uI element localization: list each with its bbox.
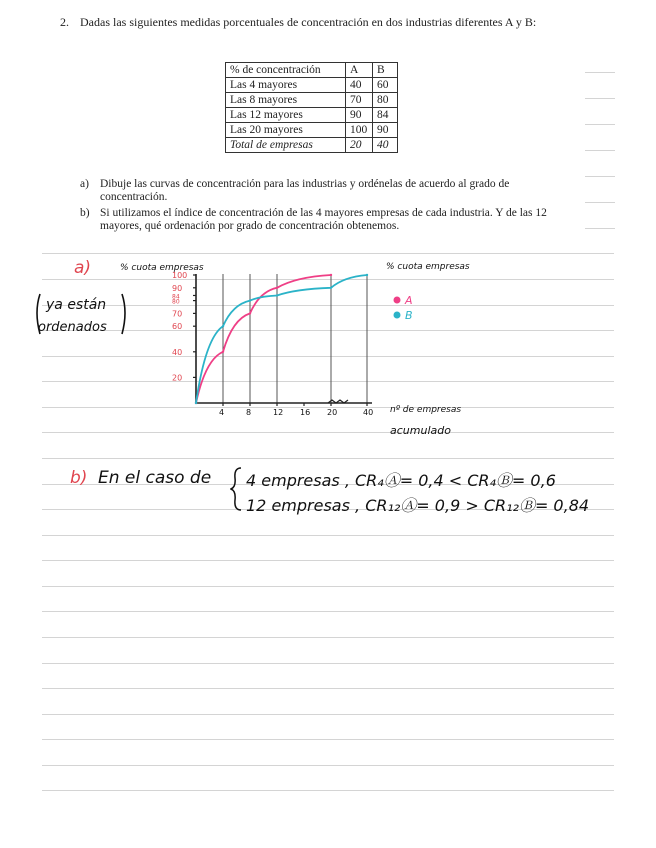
ruled-line: [42, 611, 614, 612]
table-cell: Las 8 mayores: [226, 93, 346, 108]
series-point-b: [366, 274, 368, 276]
ruled-line: [42, 535, 614, 536]
series-point-a: [222, 351, 224, 353]
ruled-line: [585, 124, 615, 125]
x-tick-label: 8: [246, 408, 252, 417]
x-axis-label-line2: acumulado: [390, 424, 451, 437]
series-lines: [195, 274, 368, 404]
y-tick-label: 84: [172, 293, 180, 301]
y-tick-label: 20: [172, 373, 183, 383]
y-ticks: [172, 271, 196, 382]
question-label: a): [80, 178, 89, 190]
table-row: [226, 123, 398, 138]
table-header-cell: % de concentración: [226, 63, 346, 78]
table-header-cell: B: [373, 63, 398, 78]
x-ticks: [219, 403, 373, 417]
ruled-line: [585, 228, 615, 229]
ruled-line: [42, 714, 614, 715]
series-point-b: [330, 287, 332, 289]
ruled-line: [585, 98, 615, 99]
question-text: Si utilizamos el índice de concentración de las 4 mayores empresas de cada industria. Y de las 12 mayores, qué ordenación por grado de concentración obtenemos.: [100, 207, 547, 232]
concentration-table: [225, 62, 398, 153]
y-tick-label: 70: [172, 309, 183, 319]
x-tick-label: 12: [273, 408, 284, 417]
y-axis-label-right: % cuota empresas: [386, 262, 470, 272]
table-cell: Las 4 mayores: [226, 78, 346, 93]
ruled-line: [585, 202, 615, 203]
ruled-line: [585, 150, 615, 151]
table-header-row: [226, 63, 398, 78]
series-point-b: [249, 299, 251, 301]
question-label: b): [80, 207, 90, 219]
y-tick-label: 60: [172, 322, 183, 332]
question-a: [80, 178, 580, 206]
series-point-a: [276, 287, 278, 289]
note-line-1: ya están: [46, 297, 107, 313]
answer-b-intro: En el caso de: [98, 468, 212, 488]
series-point-a: [330, 274, 332, 276]
y-tick-label: 90: [172, 283, 183, 293]
question-b: [80, 207, 580, 235]
table-cell: 80: [373, 93, 398, 108]
series-point-b: [195, 402, 197, 404]
ruled-line: [42, 663, 614, 664]
x-tick-label: 20: [327, 408, 338, 417]
legend-label-a: A: [405, 294, 413, 307]
question-text: Dibuje las curvas de concentración para las industrias y ordénelas de acuerdo al grado de concentración.: [100, 178, 510, 203]
y-tick-label: 80: [172, 298, 180, 306]
ruled-line: [585, 176, 615, 177]
series-point-b: [276, 294, 278, 296]
ruled-line: [42, 253, 614, 254]
concentration-chart: [110, 258, 480, 438]
series-line-b: [196, 275, 367, 403]
answer-b-brace: [230, 466, 244, 512]
table-cell: 100: [346, 123, 373, 138]
table-row: [226, 78, 398, 93]
ruled-line: [42, 790, 614, 791]
series-line-a: [196, 275, 331, 403]
ruled-line: [42, 586, 614, 587]
problem-text: Dadas las siguientes medidas porcentuales de concentración en dos industrias diferentes A y B:: [80, 15, 537, 29]
table-cell: Total de empresas: [226, 138, 346, 153]
ruled-line: [42, 458, 614, 459]
ruled-line: [42, 765, 614, 766]
table-cell: 90: [346, 108, 373, 123]
table-cell: 40: [373, 138, 398, 153]
table-cell: 60: [373, 78, 398, 93]
answer-b-label: b): [70, 468, 88, 488]
note-line-2: ordenados: [38, 320, 107, 335]
curly-brace: [231, 468, 241, 510]
table-cell: 20: [346, 138, 373, 153]
answer-a-label: a): [74, 258, 92, 278]
legend-marker-b: [394, 312, 401, 319]
series-point-a: [249, 312, 251, 314]
table-row: [226, 108, 398, 123]
x-axis-label: nº de empresas: [390, 405, 462, 415]
table-header-cell: A: [346, 63, 373, 78]
table-cell: 84: [373, 108, 398, 123]
answer-b-line-1: 4 empresas , CR₄Ⓐ= 0,4 < CR₄Ⓑ= 0,6: [246, 471, 556, 490]
x-tick-label: 4: [219, 408, 225, 417]
y-axis-label: % cuota empresas: [120, 263, 204, 273]
ruled-line: [42, 560, 614, 561]
problem-number: 2.: [60, 15, 69, 29]
ruled-line: [42, 739, 614, 740]
x-tick-label: 40: [363, 408, 374, 417]
chart-grid: [223, 274, 367, 403]
x-tick-label: 16: [300, 408, 311, 417]
ruled-line: [585, 72, 615, 73]
table-cell: 70: [346, 93, 373, 108]
table-total-row: [226, 138, 398, 153]
series-point-b: [222, 325, 224, 327]
y-tick-label: 100: [172, 271, 188, 280]
ruled-line: [42, 637, 614, 638]
ruled-line: [42, 688, 614, 689]
table-row: [226, 93, 398, 108]
table-cell: 40: [346, 78, 373, 93]
table-cell: 90: [373, 123, 398, 138]
legend-marker-a: [394, 297, 401, 304]
legend-label-b: B: [405, 309, 413, 322]
answer-b-line-2: 12 empresas , CR₁₂Ⓐ= 0,9 > CR₁₂Ⓑ= 0,84: [246, 496, 590, 515]
table-cell: Las 20 mayores: [226, 123, 346, 138]
table-cell: Las 12 mayores: [226, 108, 346, 123]
y-tick-label: 40: [172, 347, 183, 357]
